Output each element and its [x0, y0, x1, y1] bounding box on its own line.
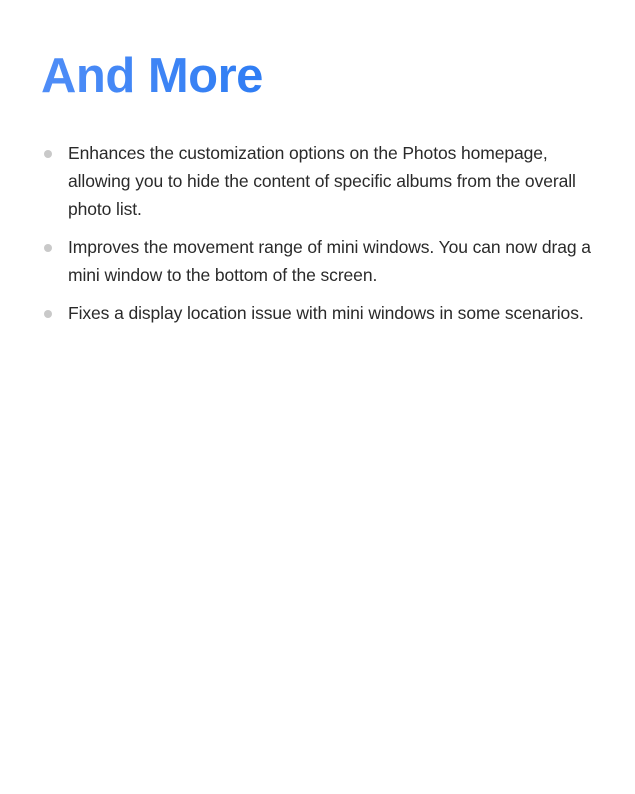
- list-item: [41, 139, 595, 223]
- list-item-text: Improves the movement range of mini windows. You can now drag a mini window to the bottom of the screen.: [68, 237, 591, 285]
- bullet-dot-icon: [44, 244, 52, 252]
- feature-list: [41, 139, 595, 327]
- list-item-text: Fixes a display location issue with mini windows in some scenarios.: [68, 303, 584, 323]
- bullet-dot-icon: [44, 310, 52, 318]
- list-item-text: Enhances the customization options on the Photos homepage, allowing you to hide the content of specific albums from the overall photo list.: [68, 143, 576, 219]
- page-title: And More: [41, 48, 595, 104]
- list-item: [41, 299, 595, 327]
- list-item: [41, 233, 595, 289]
- bullet-dot-icon: [44, 150, 52, 158]
